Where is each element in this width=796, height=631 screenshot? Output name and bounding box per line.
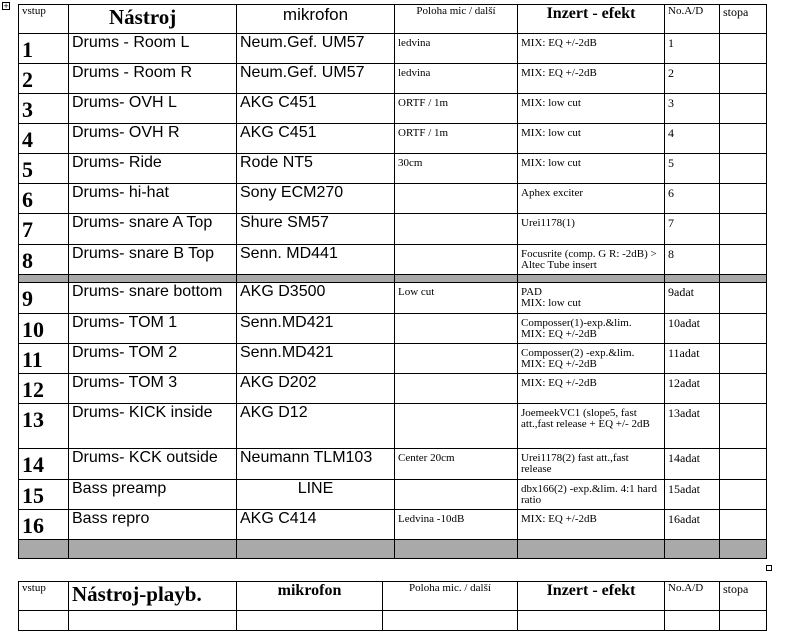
position-cell[interactable]: Low cut: [395, 283, 518, 314]
position-cell[interactable]: ledvina: [395, 34, 518, 64]
insert-cell[interactable]: MIX: EQ +/-2dB: [518, 64, 665, 94]
table-cell[interactable]: [665, 611, 720, 631]
table-header-row: [19, 5, 767, 34]
track-cell[interactable]: [720, 404, 767, 449]
header-inzert: Inzert - efekt: [518, 582, 665, 611]
table-row: [19, 314, 767, 344]
instrument-cell[interactable]: Drums- KCK outside: [69, 449, 237, 480]
channel-number[interactable]: 15: [19, 480, 69, 510]
table-row: [19, 184, 767, 214]
position-cell[interactable]: [395, 480, 518, 510]
instrument-cell[interactable]: Drums- snare bottom: [69, 283, 237, 314]
microphone-cell[interactable]: LINE: [237, 480, 395, 510]
track-cell[interactable]: [720, 480, 767, 510]
insert-cell[interactable]: dbx166(2) -exp.&lim. 4:1 hard ratio: [518, 480, 665, 510]
table-row: [19, 283, 767, 314]
table-cell[interactable]: [383, 611, 518, 631]
separator-cell: [720, 275, 767, 283]
track-cell[interactable]: [720, 374, 767, 404]
track-cell[interactable]: [720, 34, 767, 64]
header-no-ad: No.A/D: [665, 5, 720, 34]
header-vstup: vstup: [19, 5, 69, 34]
track-cell[interactable]: [720, 245, 767, 275]
ad-number-cell[interactable]: 5: [665, 154, 720, 184]
insert-cell[interactable]: MIX: EQ +/-2dB: [518, 510, 665, 540]
table-row: [19, 214, 767, 245]
separator-cell: [665, 275, 720, 283]
position-cell[interactable]: ledvina: [395, 64, 518, 94]
instrument-cell[interactable]: Drums - Room R: [69, 64, 237, 94]
position-cell[interactable]: [395, 214, 518, 245]
track-cell[interactable]: [720, 314, 767, 344]
table-move-handle[interactable]: +: [3, 2, 9, 10]
track-cell[interactable]: [720, 124, 767, 154]
instrument-cell[interactable]: Bass repro: [69, 510, 237, 540]
header-vstup: vstup: [19, 582, 69, 611]
header-mikrofon: mikrofon: [237, 582, 383, 611]
separator-cell: [69, 540, 237, 559]
track-cell[interactable]: [720, 64, 767, 94]
insert-cell[interactable]: MIX: low cut: [518, 124, 665, 154]
position-cell[interactable]: Ledvina -10dB: [395, 510, 518, 540]
separator-cell: [69, 275, 237, 283]
insert-cell[interactable]: Aphex exciter: [518, 184, 665, 214]
header-inzert: Inzert - efekt: [518, 5, 665, 34]
track-cell[interactable]: [720, 184, 767, 214]
separator-row: [19, 275, 767, 283]
instrument-cell[interactable]: Drums- TOM 3: [69, 374, 237, 404]
separator-cell: [237, 275, 395, 283]
instrument-cell[interactable]: Drums- Ride: [69, 154, 237, 184]
channel-number[interactable]: 2: [19, 64, 69, 94]
separator-cell: [237, 540, 395, 559]
separator-cell: [395, 275, 518, 283]
channel-number[interactable]: 12: [19, 374, 69, 404]
insert-cell[interactable]: Focusrite (comp. G R: -2dB) > Altec Tube insert: [518, 245, 665, 275]
microphone-cell[interactable]: AKG C451: [237, 124, 395, 154]
channel-number[interactable]: 16: [19, 510, 69, 540]
ad-number-cell[interactable]: 3: [665, 94, 720, 124]
ad-number-cell[interactable]: 6: [665, 184, 720, 214]
channel-number[interactable]: 9: [19, 283, 69, 314]
table-row: [19, 64, 767, 94]
position-cell[interactable]: [395, 344, 518, 374]
header-poloha: Poloha mic. / další: [383, 582, 518, 611]
header-no-ad: No.A/D: [665, 582, 720, 611]
table-cell[interactable]: [237, 611, 383, 631]
insert-cell[interactable]: Composser(1)-exp.&lim. MIX: EQ +/-2dB: [518, 314, 665, 344]
separator-cell: [720, 540, 767, 559]
microphone-cell[interactable]: Shure SM57: [237, 214, 395, 245]
ad-number-cell[interactable]: 9adat: [665, 283, 720, 314]
table-cell[interactable]: [69, 611, 237, 631]
position-cell[interactable]: [395, 374, 518, 404]
instrument-cell[interactable]: Drums- OVH L: [69, 94, 237, 124]
microphone-cell[interactable]: AKG C414: [237, 510, 395, 540]
channel-number[interactable]: 11: [19, 344, 69, 374]
channel-number[interactable]: 8: [19, 245, 69, 275]
ad-number-cell[interactable]: 1: [665, 34, 720, 64]
instrument-cell[interactable]: Drums- KICK inside: [69, 404, 237, 449]
instrument-cell[interactable]: Drums- snare B Top: [69, 245, 237, 275]
instrument-cell[interactable]: Drums- hi-hat: [69, 184, 237, 214]
separator-row: [19, 540, 767, 559]
header-nastroj: Nástroj: [69, 5, 237, 34]
insert-cell[interactable]: JoemeekVC1 (slope5, fast att.,fast release + EQ +/- 2dB: [518, 404, 665, 449]
table-row: [19, 34, 767, 64]
position-cell[interactable]: ORTF / 1m: [395, 124, 518, 154]
channel-number[interactable]: 1: [19, 34, 69, 64]
insert-cell[interactable]: MIX: EQ +/-2dB: [518, 374, 665, 404]
ad-number-cell[interactable]: 12adat: [665, 374, 720, 404]
separator-cell: [518, 540, 665, 559]
microphone-cell[interactable]: Senn.MD421: [237, 344, 395, 374]
ad-number-cell[interactable]: 4: [665, 124, 720, 154]
header-poloha: Poloha mic / další: [395, 5, 518, 34]
ad-number-cell[interactable]: 15adat: [665, 480, 720, 510]
table-cell[interactable]: [720, 611, 767, 631]
instrument-cell[interactable]: Drums- TOM 1: [69, 314, 237, 344]
microphone-cell[interactable]: Neumann TLM103: [237, 449, 395, 480]
table-header-row: [19, 582, 767, 611]
table-row: [19, 510, 767, 540]
channel-number[interactable]: 10: [19, 314, 69, 344]
ad-number-cell[interactable]: 11adat: [665, 344, 720, 374]
channel-number[interactable]: 3: [19, 94, 69, 124]
track-cell[interactable]: [720, 510, 767, 540]
position-cell[interactable]: Center 20cm: [395, 449, 518, 480]
microphone-cell[interactable]: Senn.MD421: [237, 314, 395, 344]
track-cell[interactable]: [720, 214, 767, 245]
position-cell[interactable]: ORTF / 1m: [395, 94, 518, 124]
channel-number[interactable]: 13: [19, 404, 69, 449]
table-row: [19, 449, 767, 480]
header-stopa: stopa: [720, 5, 767, 34]
microphone-cell[interactable]: Sony ECM270: [237, 184, 395, 214]
channel-number[interactable]: 7: [19, 214, 69, 245]
table-row: [19, 374, 767, 404]
position-cell[interactable]: [395, 245, 518, 275]
insert-cell[interactable]: Urei1178(1): [518, 214, 665, 245]
channel-number[interactable]: 14: [19, 449, 69, 480]
ad-number-cell[interactable]: 10adat: [665, 314, 720, 344]
instrument-cell[interactable]: Drums - Room L: [69, 34, 237, 64]
separator-cell: [19, 540, 69, 559]
microphone-cell[interactable]: Neum.Gef. UM57: [237, 64, 395, 94]
track-cell[interactable]: [720, 94, 767, 124]
instrument-cell[interactable]: Drums- snare A Top: [69, 214, 237, 245]
header-nastroj: Nástroj-playb.: [69, 582, 237, 611]
ad-number-cell[interactable]: 16adat: [665, 510, 720, 540]
ad-number-cell[interactable]: 14adat: [665, 449, 720, 480]
position-cell[interactable]: 30cm: [395, 154, 518, 184]
table-cell[interactable]: [19, 611, 69, 631]
ad-number-cell[interactable]: 8: [665, 245, 720, 275]
track-cell[interactable]: [720, 449, 767, 480]
ad-number-cell[interactable]: 13adat: [665, 404, 720, 449]
position-cell[interactable]: [395, 314, 518, 344]
channel-number[interactable]: 5: [19, 154, 69, 184]
table-row: [19, 124, 767, 154]
microphone-cell[interactable]: Neum.Gef. UM57: [237, 34, 395, 64]
table-row: [19, 245, 767, 275]
table-resize-handle[interactable]: [766, 565, 772, 571]
channel-table: [18, 4, 767, 559]
ad-number-cell[interactable]: 7: [665, 214, 720, 245]
insert-cell[interactable]: MIX: low cut: [518, 94, 665, 124]
microphone-cell[interactable]: AKG D202: [237, 374, 395, 404]
track-cell[interactable]: [720, 154, 767, 184]
position-cell[interactable]: [395, 404, 518, 449]
track-cell[interactable]: [720, 283, 767, 314]
separator-cell: [665, 540, 720, 559]
position-cell[interactable]: [395, 184, 518, 214]
table-row: [19, 94, 767, 124]
channel-number[interactable]: 6: [19, 184, 69, 214]
table-row: [19, 154, 767, 184]
table-row: [19, 611, 767, 631]
microphone-cell[interactable]: AKG C451: [237, 94, 395, 124]
microphone-cell[interactable]: AKG D3500: [237, 283, 395, 314]
table-row: [19, 404, 767, 449]
instrument-cell[interactable]: Drums- OVH R: [69, 124, 237, 154]
table-row: [19, 480, 767, 510]
insert-cell[interactable]: MIX: low cut: [518, 154, 665, 184]
insert-cell[interactable]: Composser(2) -exp.&lim. MIX: EQ +/-2dB: [518, 344, 665, 374]
channel-number[interactable]: 4: [19, 124, 69, 154]
insert-cell[interactable]: Urei1178(2) fast att.,fast release: [518, 449, 665, 480]
microphone-cell[interactable]: AKG D12: [237, 404, 395, 449]
separator-cell: [518, 275, 665, 283]
instrument-cell[interactable]: Drums- TOM 2: [69, 344, 237, 374]
instrument-cell[interactable]: Bass preamp: [69, 480, 237, 510]
track-cell[interactable]: [720, 344, 767, 374]
header-stopa: stopa: [720, 582, 767, 611]
insert-cell[interactable]: MIX: EQ +/-2dB: [518, 34, 665, 64]
insert-cell[interactable]: PAD MIX: low cut: [518, 283, 665, 314]
table-row: [19, 344, 767, 374]
separator-cell: [395, 540, 518, 559]
header-mikrofon: mikrofon: [237, 5, 395, 34]
microphone-cell[interactable]: Senn. MD441: [237, 245, 395, 275]
separator-cell: [19, 275, 69, 283]
table-cell[interactable]: [518, 611, 665, 631]
microphone-cell[interactable]: Rode NT5: [237, 154, 395, 184]
ad-number-cell[interactable]: 2: [665, 64, 720, 94]
